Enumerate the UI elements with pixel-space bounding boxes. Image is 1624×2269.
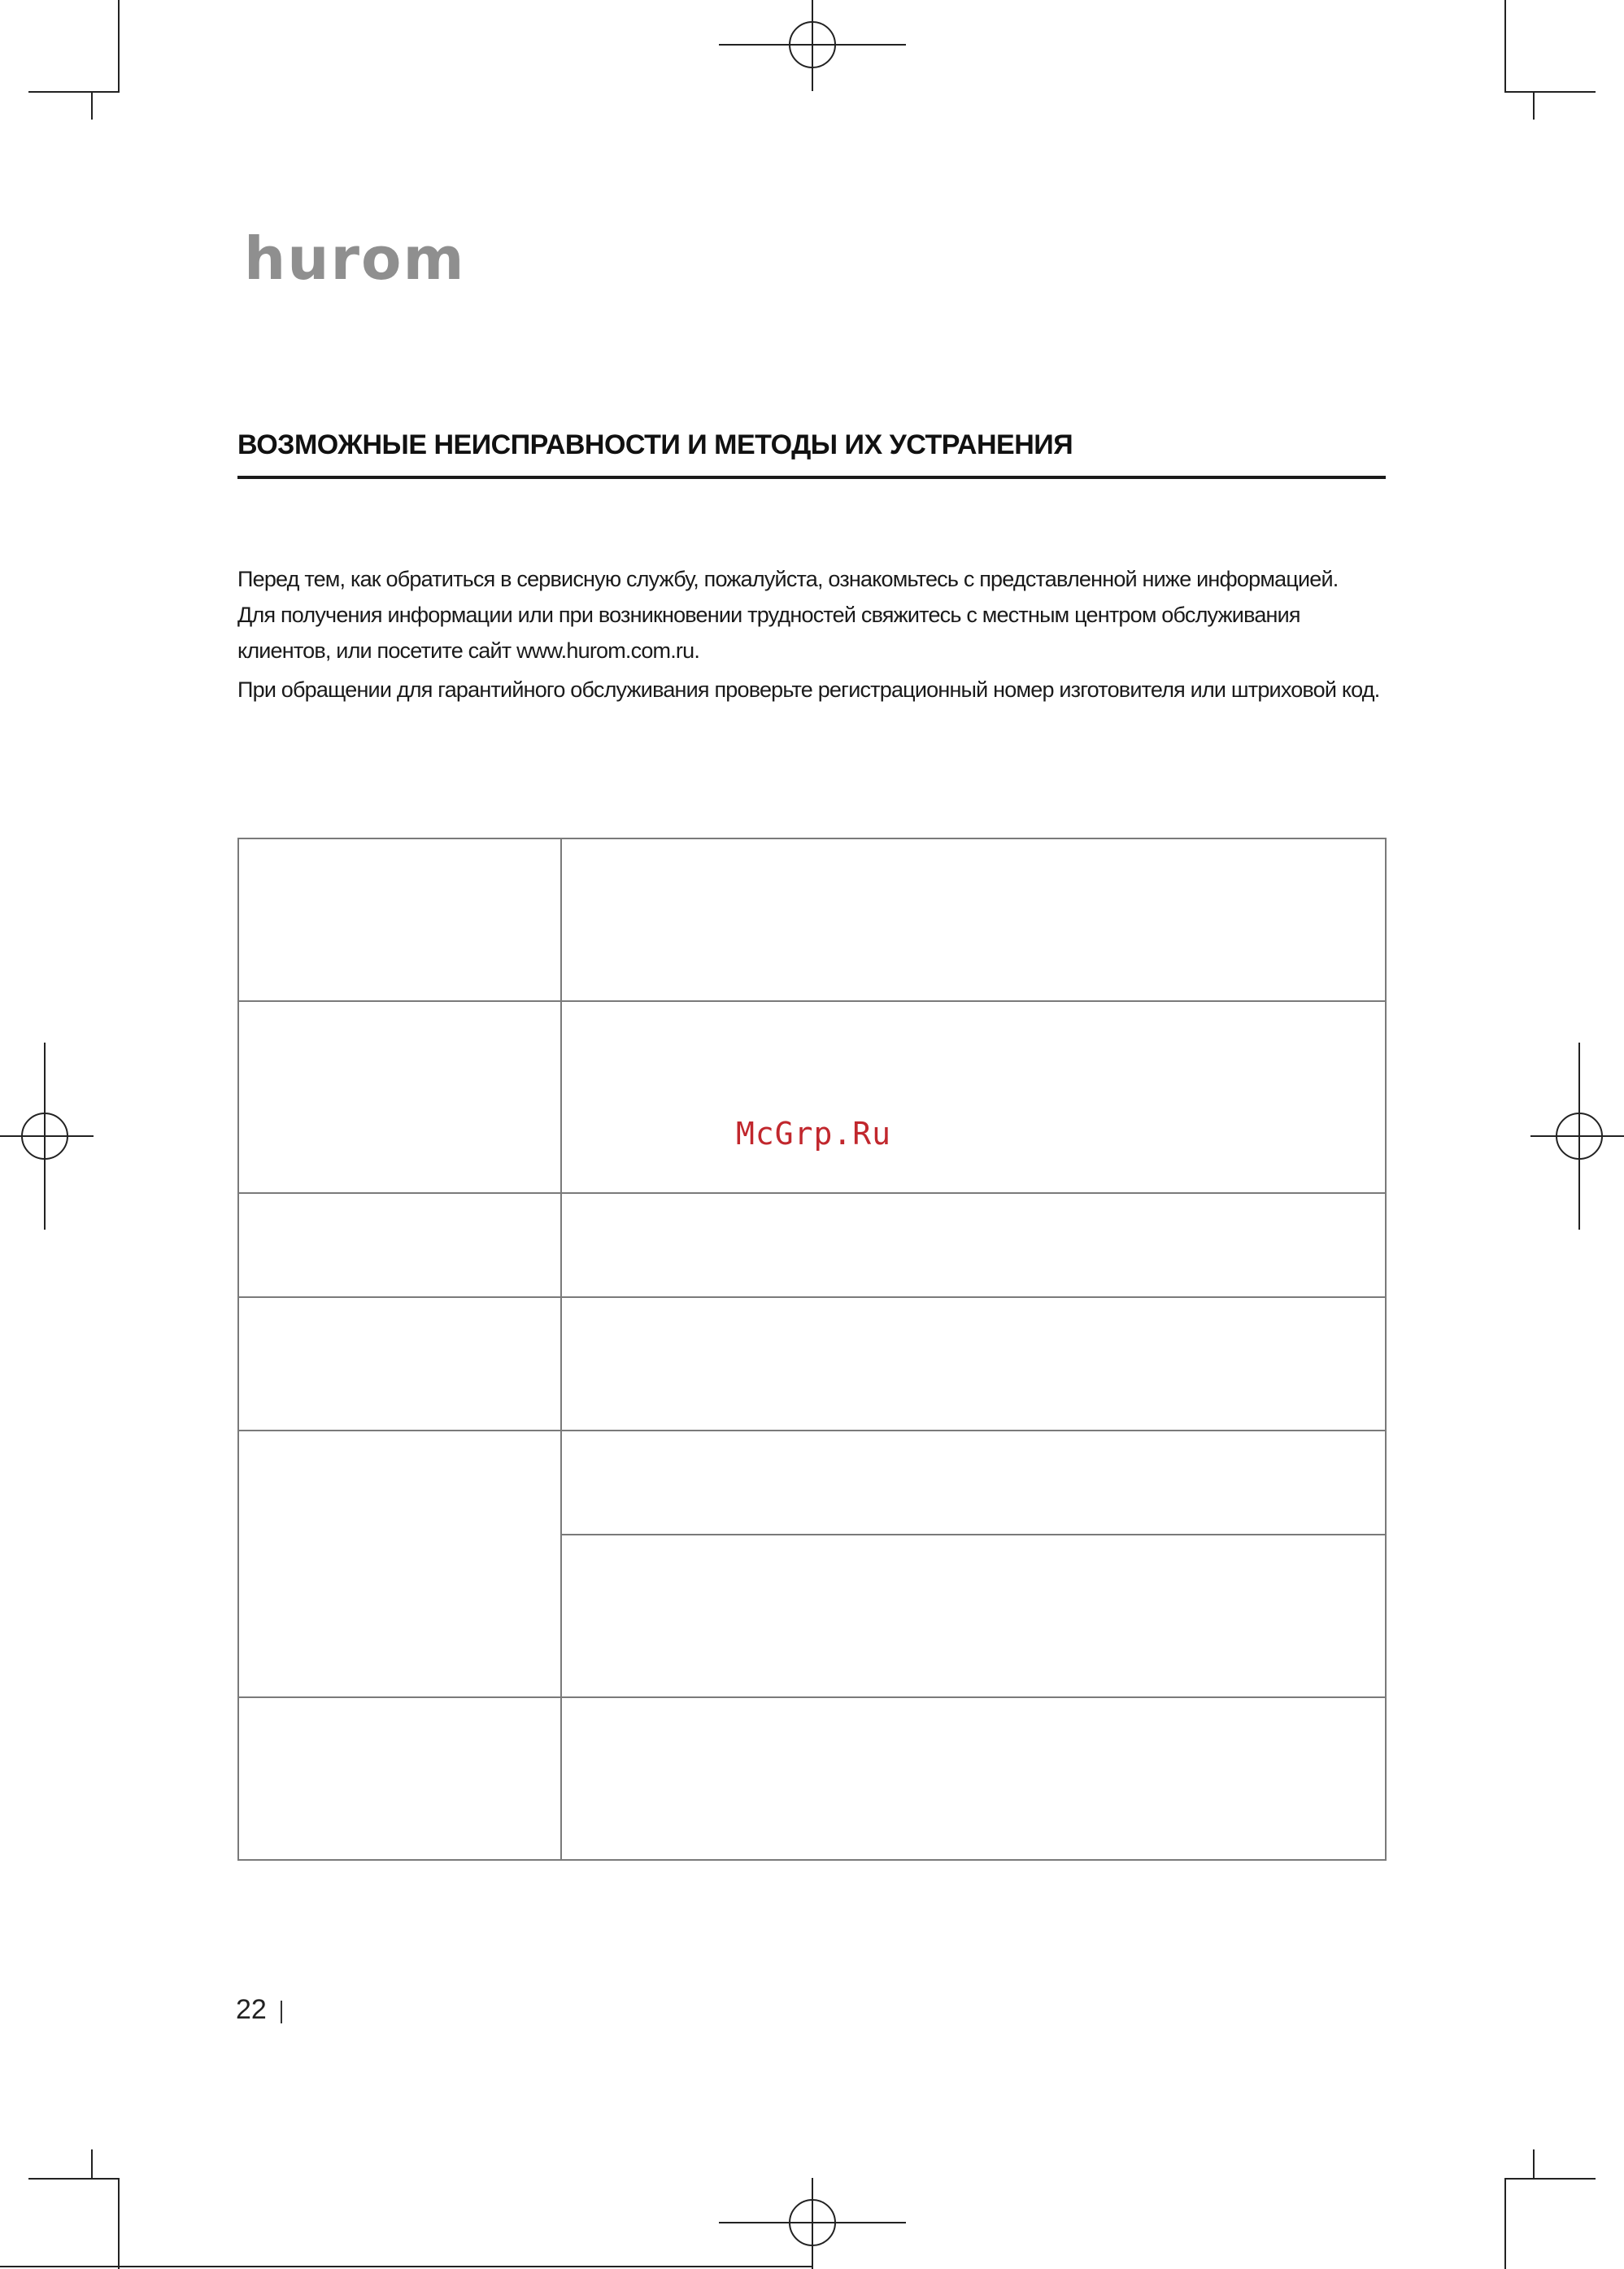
table-cell-problem [238, 1697, 561, 1860]
table-cell-solution [561, 1001, 1386, 1193]
table-row [238, 1431, 1386, 1535]
troubleshooting-table [237, 838, 1387, 1861]
table-cell-problem [238, 1297, 561, 1431]
table-cell-solution [561, 838, 1386, 1001]
brand-logo [244, 224, 466, 293]
table-cell-solution [561, 1297, 1386, 1431]
table-cell-solution [561, 1431, 1386, 1535]
registration-target-top [719, 0, 906, 91]
page-title: ВОЗМОЖНЫЕ НЕИСПРАВНОСТИ И МЕТОДЫ ИХ УСТРАНЕНИЯ [237, 429, 1073, 460]
intro-line-2: Для получения информации или при возникновении трудностей свяжитесь с местным центром обслуживания [237, 603, 1300, 627]
table-row [238, 1697, 1386, 1860]
table-cell-solution [561, 1193, 1386, 1297]
brand-logo-text: hurom [244, 224, 466, 293]
table-row [238, 1001, 1386, 1193]
table-row [238, 1297, 1386, 1431]
intro-text [237, 561, 1400, 708]
intro-line-4: При обращении для гарантийного обслуживания проверьте регистрационный номер изготовителя или штриховой код. [237, 677, 1380, 702]
table-cell-problem [238, 838, 561, 1001]
table-cell-solution [561, 1535, 1386, 1697]
title-underline [237, 476, 1386, 479]
table-cell-solution [561, 1697, 1386, 1860]
registration-target-left [0, 1043, 94, 1230]
table-cell-problem [238, 1431, 561, 1697]
table-row [238, 838, 1386, 1001]
registration-target-bottom [719, 2178, 906, 2269]
table-cell-problem [238, 1193, 561, 1297]
page-number: 22 [236, 1994, 267, 2025]
watermark: McGrp.Ru [736, 1116, 892, 1152]
intro-line-1: Перед тем, как обратиться в сервисную службу, пожалуйста, ознакомьтесь с представленной ниже информацией. [237, 567, 1339, 591]
table-row [238, 1193, 1386, 1297]
intro-line-3: клиентов, или посетите сайт www.hurom.com.ru. [237, 638, 700, 663]
registration-target-right [1530, 1043, 1624, 1230]
page-number-divider [281, 2001, 282, 2023]
table-cell-problem [238, 1001, 561, 1193]
